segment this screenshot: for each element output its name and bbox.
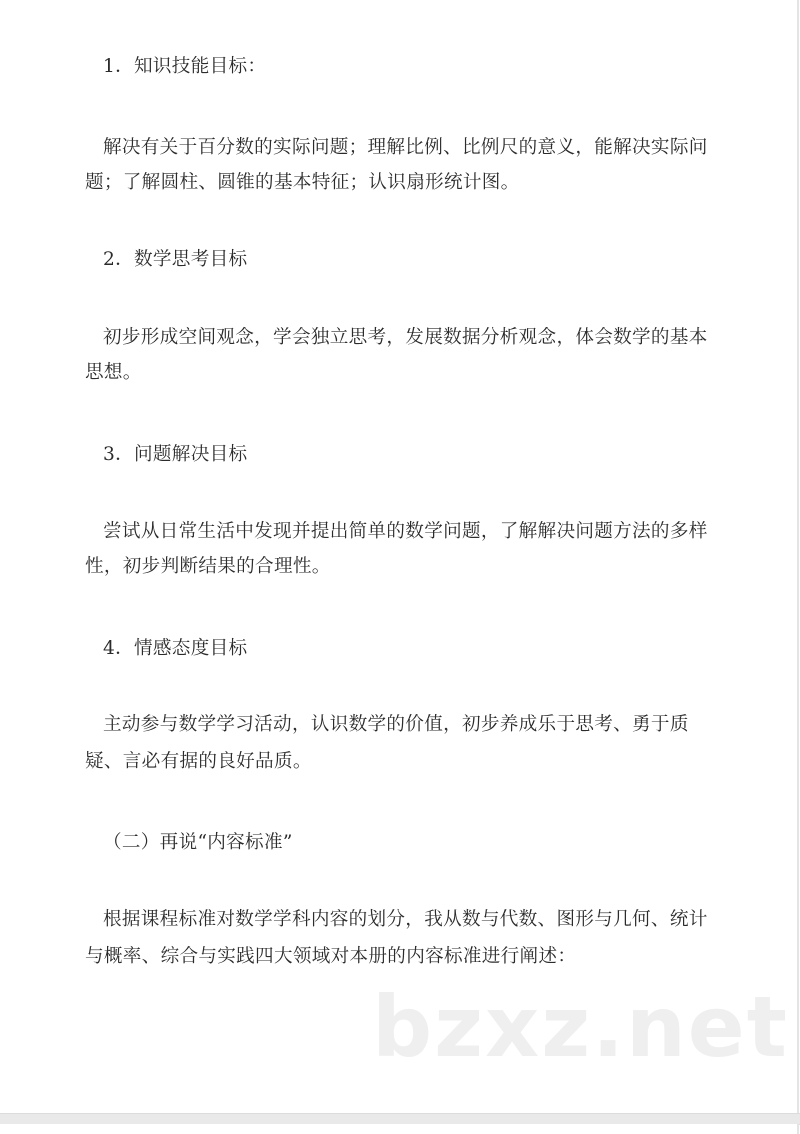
section-heading-math-thinking: 2．数学思考目标 bbox=[103, 249, 248, 270]
next-page-top bbox=[0, 1124, 799, 1134]
paragraph-line: 初步形成空间观念，学会独立思考，发展数据分析观念，体会数学的基本 bbox=[103, 327, 708, 348]
paragraph-line: 与概率、综合与实践四大领域对本册的内容标准进行阐述： bbox=[85, 946, 577, 967]
paragraph-line: 尝试从日常生活中发现并提出简单的数学问题，了解解决问题方法的多样 bbox=[103, 521, 708, 542]
paragraph-line: 主动参与数学学习活动，认识数学的价值，初步养成乐于思考、勇于质 bbox=[103, 714, 689, 735]
paragraph-line: 解决有关于百分数的实际问题；理解比例、比例尺的意义，能解决实际问 bbox=[103, 137, 708, 158]
section-heading-problem-solving: 3．问题解决目标 bbox=[103, 444, 248, 465]
section-heading-content-standards: （二）再说“内容标准” bbox=[103, 832, 293, 853]
section-heading-emotion-attitude: 4．情感态度目标 bbox=[103, 638, 248, 659]
watermark-logo: bzxz.net bbox=[372, 978, 789, 1076]
section-heading-knowledge-skills: 1．知识技能目标： bbox=[103, 56, 267, 77]
paragraph-line: 题；了解圆柱、圆锥的基本特征；认识扇形统计图。 bbox=[85, 172, 520, 193]
paragraph-line: 根据课程标准对数学学科内容的划分，我从数与代数、图形与几何、统计 bbox=[103, 909, 708, 930]
paragraph-line: 疑、言必有据的良好品质。 bbox=[85, 751, 312, 772]
paragraph-line: 性，初步判断结果的合理性。 bbox=[85, 556, 331, 577]
paragraph-line: 思想。 bbox=[85, 362, 142, 383]
